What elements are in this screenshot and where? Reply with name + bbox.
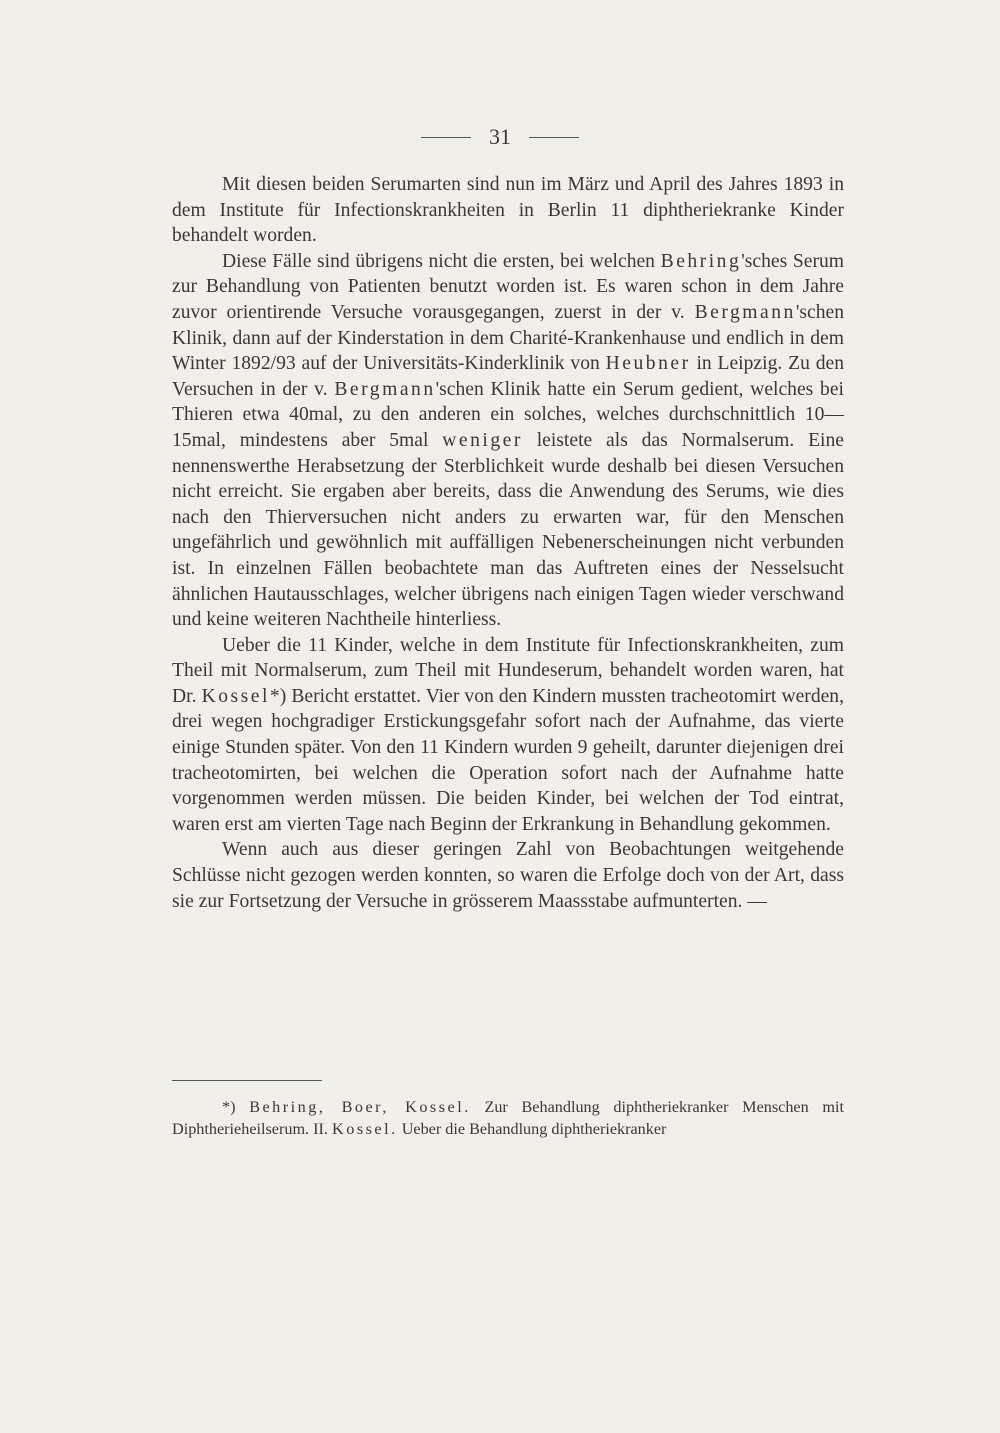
spaced-name: Behring <box>660 250 742 272</box>
spaced-name: Bergmann <box>334 378 436 400</box>
footnote-text <box>172 1096 844 1140</box>
text-run: Zur Behandlung diphtheriekranker Menschen mit Diphtherieheilserum. II. <box>172 1098 844 1138</box>
text-run: Diese Fälle sind übrigens nicht die ersten, bei welchen <box>222 250 661 272</box>
paragraph-3 <box>172 633 844 838</box>
spaced-name: Bergmann <box>694 301 796 323</box>
page-header <box>0 124 1000 150</box>
paragraph-4: Wenn auch aus dieser geringen Zahl von Beobachtungen weitgehende Schlüsse nicht gezogen werden konnten, so waren die Erfolge doch von der Art, dass sie zur Fortsetzung der Versuche in grösserem Maassstabe aufmunterten. — <box>172 839 844 912</box>
body-text <box>172 172 844 914</box>
paragraph-1: Mit diesen beiden Serumarten sind nun im März und April des Jahres 1893 in dem Institute für Infectionskrankheiten in Berlin 11 diphtheriekranke Kinder behandelt worden. <box>172 174 844 247</box>
text-run: 'schen Klinik, dann auf der Kinderstation in dem Charité-Krankenhause und endlich in dem Winter 1892/93 auf der Universitäts-Kinderklinik von <box>172 301 844 375</box>
spaced-name: Kossel <box>201 685 270 707</box>
text-run: Ueber die 11 Kinder, welche in dem Institute für Infectionskrankheiten, zum Theil mit Normalserum, zum Theil mit Hundeserum, behandelt worden waren, hat Dr. <box>172 634 844 707</box>
spaced-name: Heubner <box>605 353 691 375</box>
paragraph-2 <box>172 249 844 633</box>
text-run: leistete als das Normalserum. Eine nennenswerthe Herabsetzung der Sterblichkeit wurde deshalb bei diesen Versuchen nicht erreicht. Sie ergaben aber bereits, dass die Anwendung des Serums, wie dies nach den Thierversuchen nicht anders zu erwarten war, für den Menschen ungefährlich und gewöhnlich mit auffälligen Nebenerscheinungen nicht verbunden ist. In einzelnen Fällen beobachtete man das Auftreten eines der Nesselsucht ähnlichen Hautausschlages, welcher übrigens nach einigen Tagen wieder verschwand und keine weiteren Nachtheile hinterliess. <box>172 429 844 631</box>
header-rule-right <box>529 137 579 138</box>
spaced-name: Behring, Boer, Kossel. <box>249 1098 471 1116</box>
header-rule-left <box>421 137 471 138</box>
page-number: 31 <box>489 124 511 149</box>
text-run: 'sches Serum zur Behandlung von Patienten benutzt worden ist. Es waren schon in dem Jahre zuvor orientirende Versuche vorausgegangen, zuerst in der v. <box>172 250 845 323</box>
footnote-rule <box>172 1080 322 1081</box>
text-run: *) Bericht erstattet. Vier von den Kindern mussten tracheotomirt werden, drei wegen hochgradiger Erstickungsgefahr sofort nach der Aufnahme, das vierte einige Stunden später. Von den 11 Kindern wurden 9 geheilt, darunter diejenigen drei tracheotomirten, bei welchen die Operation sofort nach der Aufnahme hatte vorgenommen werden müssen. Die beiden Kinder, bei welchen der Tod eintrat, waren erst am vierten Tage nach Beginn der Erkrankung in Behandlung gekommen. <box>172 685 845 835</box>
spaced-name: Kossel. <box>332 1120 398 1138</box>
footnote-marker: *) <box>222 1098 250 1116</box>
text-run: Ueber die Behandlung diphtheriekranker <box>397 1120 667 1138</box>
footnote <box>172 1096 844 1140</box>
spaced-emphasis: weniger <box>442 429 523 451</box>
text-run: 'schen Klinik hatte ein Serum gedient, welches bei Thieren etwa 40mal, zu den anderen ein solches, welches durchschnittlich 10—15mal, mindestens aber 5mal <box>172 378 844 451</box>
text-run: in Leipzig. Zu den Versuchen in der v. <box>172 353 844 400</box>
